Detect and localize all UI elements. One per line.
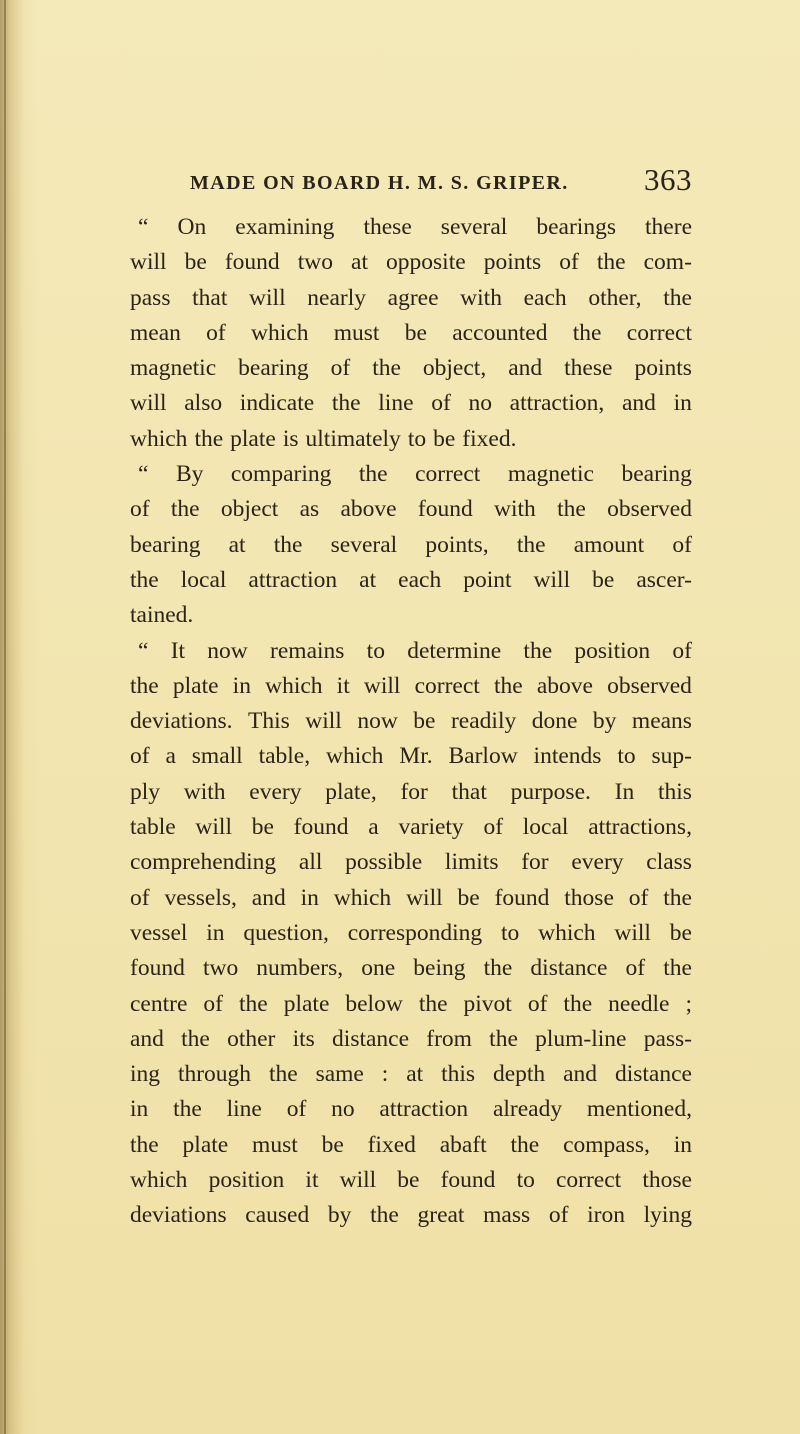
text-word: comprehending bbox=[130, 849, 277, 876]
text-word: local bbox=[522, 814, 569, 841]
text-word: will bbox=[305, 708, 342, 735]
text-word: at bbox=[351, 249, 368, 276]
text-word: several bbox=[440, 214, 508, 240]
text-word: the bbox=[596, 249, 626, 276]
text-word: no bbox=[468, 390, 492, 417]
text-word: the bbox=[572, 319, 602, 346]
text-word: will bbox=[533, 566, 571, 593]
text-word: This bbox=[247, 708, 290, 735]
text-word: of bbox=[130, 496, 150, 523]
text-word: each bbox=[523, 284, 567, 311]
text-word: will bbox=[195, 814, 232, 841]
text-word: with bbox=[460, 284, 502, 311]
text-word: found bbox=[494, 884, 550, 911]
text-word: that bbox=[192, 284, 228, 311]
text-word: the bbox=[663, 884, 692, 911]
text-word: great bbox=[417, 1202, 465, 1229]
text-word: of bbox=[286, 1096, 307, 1123]
text-word: means bbox=[631, 708, 692, 735]
text-word: a bbox=[165, 743, 176, 770]
text-word: the bbox=[418, 990, 448, 1017]
text-word: be bbox=[321, 1131, 344, 1158]
text-word: and bbox=[508, 355, 543, 382]
text-word: ply bbox=[130, 778, 161, 805]
text-word: of bbox=[625, 955, 646, 982]
text-word: sup- bbox=[651, 743, 692, 770]
text-word: in bbox=[130, 1096, 149, 1123]
text-word: bearings bbox=[536, 214, 616, 240]
text-word: be bbox=[404, 319, 427, 346]
text-word: needle bbox=[608, 990, 670, 1017]
text-word: depth bbox=[492, 1061, 546, 1088]
text-word: and bbox=[563, 1061, 598, 1088]
text-word: of bbox=[206, 319, 226, 346]
text-word: which bbox=[265, 672, 323, 699]
text-word: class bbox=[646, 849, 692, 876]
text-word: purpose. bbox=[510, 778, 591, 805]
text-word: by bbox=[592, 708, 617, 735]
text-word: in bbox=[206, 919, 225, 946]
text-word: the bbox=[510, 1131, 540, 1158]
text-word: it bbox=[336, 672, 350, 699]
text-word: the bbox=[370, 1202, 399, 1229]
text-line bbox=[130, 351, 692, 386]
text-word: to bbox=[407, 425, 427, 452]
text-word: iron bbox=[587, 1202, 625, 1229]
text-word: to bbox=[516, 1167, 535, 1194]
text-word: “ bbox=[138, 637, 149, 664]
text-word: By bbox=[175, 461, 204, 488]
text-word: attraction bbox=[379, 1096, 469, 1123]
text-word: is bbox=[282, 425, 299, 452]
text-line bbox=[130, 1128, 692, 1163]
text-word: correct bbox=[414, 672, 480, 699]
text-word: object bbox=[220, 496, 279, 523]
text-word: line bbox=[226, 1096, 262, 1123]
text-line bbox=[130, 845, 692, 880]
text-word: the bbox=[483, 955, 513, 982]
text-line bbox=[130, 634, 692, 669]
text-word: agree bbox=[387, 284, 439, 311]
text-word: below bbox=[345, 990, 403, 1017]
text-word: to bbox=[500, 919, 520, 946]
text-line bbox=[130, 245, 692, 280]
text-line bbox=[130, 457, 692, 492]
page-gutter bbox=[4, 0, 6, 1434]
text-word: bearing bbox=[621, 461, 692, 488]
text-word: will bbox=[130, 390, 167, 417]
text-word: those bbox=[642, 1167, 692, 1194]
text-word: with bbox=[494, 496, 536, 523]
text-word: at bbox=[359, 566, 377, 593]
text-word: determine bbox=[407, 637, 502, 664]
text-line bbox=[130, 210, 692, 245]
text-word: nearly bbox=[307, 284, 366, 311]
text-word: the bbox=[493, 672, 523, 699]
text-line bbox=[130, 281, 692, 316]
text-word: distance bbox=[614, 1061, 692, 1088]
text-word: plate bbox=[230, 425, 276, 452]
text-word: of bbox=[483, 814, 504, 841]
text-word: correct bbox=[415, 461, 481, 488]
text-word: tained. bbox=[130, 602, 194, 629]
text-word: of bbox=[203, 990, 223, 1017]
text-word: the bbox=[331, 390, 361, 417]
text-word: vessels, bbox=[164, 884, 237, 911]
text-word: bearing bbox=[238, 355, 309, 382]
text-word: in bbox=[673, 1131, 692, 1158]
text-word: all bbox=[298, 849, 323, 876]
text-word: : bbox=[381, 1061, 389, 1088]
text-word: which bbox=[538, 919, 596, 946]
text-word: at bbox=[406, 1061, 424, 1088]
text-word: no bbox=[331, 1096, 355, 1123]
text-word: be bbox=[251, 814, 274, 841]
text-word: magnetic bbox=[507, 461, 594, 488]
text-word: of bbox=[431, 390, 451, 417]
text-word: the bbox=[273, 531, 303, 558]
text-word: “ bbox=[138, 461, 149, 488]
text-word: points, bbox=[425, 531, 489, 558]
text-word: correct bbox=[555, 1167, 622, 1194]
text-word: Mr. bbox=[399, 743, 433, 770]
text-word: with bbox=[183, 778, 226, 805]
text-word: plate bbox=[182, 1131, 229, 1158]
text-word: of bbox=[527, 990, 548, 1017]
text-word: ; bbox=[685, 990, 692, 1017]
text-word: In bbox=[614, 778, 635, 805]
text-word: that bbox=[451, 778, 487, 805]
text-word: will bbox=[406, 884, 443, 911]
body-text bbox=[130, 210, 692, 1234]
text-word: of bbox=[130, 884, 150, 911]
text-word: be bbox=[592, 566, 615, 593]
text-word: which bbox=[130, 425, 188, 452]
text-word: plate bbox=[172, 672, 219, 699]
text-word: attraction bbox=[248, 566, 338, 593]
text-word: and bbox=[130, 1025, 164, 1052]
text-word: in bbox=[232, 672, 251, 699]
text-word: observed bbox=[607, 496, 692, 523]
text-word: must bbox=[333, 319, 380, 346]
text-word: the bbox=[523, 637, 553, 664]
text-word: its bbox=[292, 1025, 315, 1052]
text-word: ascer- bbox=[636, 566, 692, 593]
text-word: being bbox=[413, 955, 466, 982]
text-word: observed bbox=[607, 672, 692, 699]
text-word: magnetic bbox=[130, 355, 217, 382]
page-header bbox=[190, 162, 692, 202]
text-line bbox=[130, 598, 692, 633]
text-word: this bbox=[441, 1061, 476, 1088]
text-word: attractions, bbox=[588, 814, 692, 841]
text-line bbox=[130, 492, 692, 527]
running-title: MADE ON BOARD H. M. S. GRIPER. bbox=[190, 172, 569, 194]
text-word: which bbox=[333, 884, 392, 911]
text-line bbox=[130, 1092, 692, 1127]
text-word: of bbox=[330, 355, 351, 382]
text-word: already bbox=[492, 1096, 563, 1123]
text-word: the bbox=[268, 1061, 298, 1088]
text-word: will bbox=[339, 1167, 377, 1194]
text-word: amount bbox=[573, 531, 645, 558]
text-word: ing bbox=[130, 1061, 161, 1088]
text-word: of bbox=[130, 743, 150, 770]
text-line bbox=[130, 669, 692, 704]
text-line bbox=[130, 1198, 692, 1233]
text-word: be bbox=[433, 425, 456, 452]
text-word: of bbox=[672, 637, 692, 664]
text-word: the bbox=[130, 566, 159, 593]
text-word: of bbox=[672, 531, 692, 558]
text-word: also bbox=[184, 390, 223, 417]
text-word: limits bbox=[444, 849, 499, 876]
text-word: be bbox=[413, 708, 436, 735]
text-word: found bbox=[293, 814, 349, 841]
text-word: remains bbox=[270, 637, 345, 664]
text-word: fixed. bbox=[462, 425, 517, 452]
text-line bbox=[130, 528, 692, 563]
page-number: 363 bbox=[644, 162, 692, 197]
text-word: deviations bbox=[130, 1202, 227, 1229]
text-word: found bbox=[224, 249, 280, 276]
text-word: bearing bbox=[130, 531, 201, 558]
text-line bbox=[130, 563, 692, 598]
text-word: the bbox=[238, 990, 268, 1017]
text-line bbox=[130, 987, 692, 1022]
text-word: will bbox=[249, 284, 286, 311]
text-word: the bbox=[557, 496, 586, 523]
text-word: compass, bbox=[563, 1131, 650, 1158]
text-word: points bbox=[634, 355, 692, 382]
text-line bbox=[130, 881, 692, 916]
text-word: com- bbox=[643, 249, 692, 276]
text-line bbox=[130, 739, 692, 774]
text-word: these bbox=[363, 214, 412, 240]
text-word: same bbox=[315, 1061, 364, 1088]
text-line bbox=[130, 704, 692, 739]
text-word: will bbox=[363, 672, 401, 699]
text-word: be bbox=[457, 884, 480, 911]
text-word: these bbox=[564, 355, 613, 382]
text-word: now bbox=[357, 708, 398, 735]
text-word: mass bbox=[483, 1202, 531, 1229]
text-word: accounted bbox=[452, 319, 548, 346]
text-line bbox=[130, 1163, 692, 1198]
text-word: comparing bbox=[230, 461, 332, 488]
text-word: the bbox=[663, 284, 692, 311]
text-word: must bbox=[252, 1131, 298, 1158]
text-word: plate bbox=[283, 990, 330, 1017]
text-word: vessel bbox=[130, 919, 188, 946]
text-word: other, bbox=[588, 284, 642, 311]
text-word: the bbox=[358, 461, 388, 488]
text-word: table bbox=[130, 814, 176, 841]
text-word: to bbox=[617, 743, 636, 770]
text-word: points bbox=[483, 249, 542, 276]
text-line bbox=[130, 810, 692, 845]
text-word: plate, bbox=[325, 778, 377, 805]
text-word: now bbox=[207, 637, 248, 664]
text-word: of bbox=[559, 249, 579, 276]
text-word: possible bbox=[345, 849, 423, 876]
text-word: indicate bbox=[239, 390, 315, 417]
text-word: above bbox=[340, 496, 397, 523]
text-word: centre bbox=[130, 990, 188, 1017]
text-word: the bbox=[563, 990, 593, 1017]
text-word: “ bbox=[138, 214, 149, 240]
text-word: examining bbox=[235, 214, 335, 240]
text-word: the bbox=[130, 1131, 159, 1158]
text-word: variety bbox=[398, 814, 464, 841]
text-word: those bbox=[564, 884, 614, 911]
text-word: numbers, bbox=[256, 955, 344, 982]
text-word: which bbox=[130, 1167, 188, 1194]
text-word: will bbox=[130, 249, 167, 276]
text-word: the bbox=[663, 955, 692, 982]
text-word: attraction, bbox=[509, 390, 605, 417]
text-word: through bbox=[177, 1061, 252, 1088]
text-word: of bbox=[548, 1202, 569, 1229]
text-line bbox=[130, 916, 692, 951]
text-word: and bbox=[621, 390, 656, 417]
text-word: pivot bbox=[463, 990, 512, 1017]
text-word: found bbox=[417, 496, 473, 523]
text-word: there bbox=[645, 214, 692, 240]
text-word: readily bbox=[450, 708, 517, 735]
text-word: each bbox=[398, 566, 442, 593]
text-word: to bbox=[366, 637, 385, 664]
text-word: fixed bbox=[367, 1131, 416, 1158]
text-line bbox=[130, 775, 692, 810]
text-word: table, bbox=[258, 743, 311, 770]
text-line bbox=[130, 386, 692, 421]
text-word: deviations. bbox=[130, 708, 233, 735]
text-word: On bbox=[177, 214, 207, 240]
text-word: in bbox=[300, 884, 319, 911]
text-word: the bbox=[170, 496, 200, 523]
text-word: other bbox=[227, 1025, 276, 1052]
text-word: be bbox=[669, 919, 692, 946]
text-word: intends bbox=[533, 743, 602, 770]
text-word: found bbox=[440, 1167, 496, 1194]
text-line bbox=[130, 422, 692, 457]
text-word: of bbox=[628, 884, 649, 911]
text-word: small bbox=[191, 743, 243, 770]
text-line bbox=[130, 1057, 692, 1092]
text-word: be bbox=[184, 249, 207, 276]
text-word: every bbox=[249, 778, 302, 805]
text-word: Barlow bbox=[448, 743, 518, 770]
text-word: abaft bbox=[439, 1131, 487, 1158]
text-word: pass- bbox=[643, 1025, 692, 1052]
text-word: every bbox=[571, 849, 624, 876]
text-word: this bbox=[657, 778, 692, 805]
text-word: distance bbox=[530, 955, 608, 982]
text-word: it bbox=[305, 1167, 319, 1194]
text-word: correct bbox=[626, 319, 692, 346]
text-word: done bbox=[531, 708, 578, 735]
text-word: question, bbox=[243, 919, 329, 946]
text-word: lying bbox=[643, 1202, 692, 1229]
text-word: from bbox=[426, 1025, 472, 1052]
text-word: point bbox=[463, 566, 512, 593]
text-word: as bbox=[299, 496, 320, 523]
text-word: be bbox=[397, 1167, 420, 1194]
text-word: object, bbox=[422, 355, 487, 382]
text-word: position bbox=[208, 1167, 285, 1194]
text-word: the bbox=[372, 355, 401, 382]
text-word: in bbox=[673, 390, 692, 417]
text-word: two bbox=[202, 955, 239, 982]
text-word: found bbox=[130, 955, 185, 982]
text-line bbox=[130, 316, 692, 351]
text-line bbox=[130, 1022, 692, 1057]
text-word: the bbox=[194, 425, 224, 452]
text-word: mean bbox=[130, 319, 181, 346]
text-word: above bbox=[536, 672, 593, 699]
text-word: for bbox=[400, 778, 428, 805]
text-word: plum-line bbox=[535, 1025, 627, 1052]
text-word: several bbox=[330, 531, 398, 558]
text-word: distance bbox=[332, 1025, 410, 1052]
text-word: and bbox=[251, 884, 286, 911]
text-word: for bbox=[521, 849, 549, 876]
text-word: the bbox=[173, 1096, 202, 1123]
text-word: the bbox=[181, 1025, 210, 1052]
text-word: opposite bbox=[386, 249, 466, 276]
text-word: a bbox=[368, 814, 379, 841]
text-word: It bbox=[170, 637, 186, 664]
text-line bbox=[130, 951, 692, 986]
text-word: caused bbox=[245, 1202, 310, 1229]
text-word: position bbox=[574, 637, 651, 664]
text-word: the bbox=[130, 672, 159, 699]
text-word: line bbox=[378, 390, 414, 417]
text-word: which bbox=[251, 319, 309, 346]
text-word: by bbox=[327, 1202, 352, 1229]
text-word: at bbox=[228, 531, 246, 558]
text-word: two bbox=[297, 249, 333, 276]
text-word: which bbox=[325, 743, 384, 770]
text-word: the bbox=[489, 1025, 518, 1052]
text-word: ultimately bbox=[305, 425, 401, 452]
text-word: one bbox=[361, 955, 396, 982]
text-word: corresponding bbox=[347, 919, 483, 946]
text-word: the bbox=[516, 531, 546, 558]
text-word: mentioned, bbox=[586, 1096, 692, 1123]
text-word: pass bbox=[130, 284, 171, 311]
text-word: will bbox=[614, 919, 651, 946]
text-word: local bbox=[180, 566, 227, 593]
